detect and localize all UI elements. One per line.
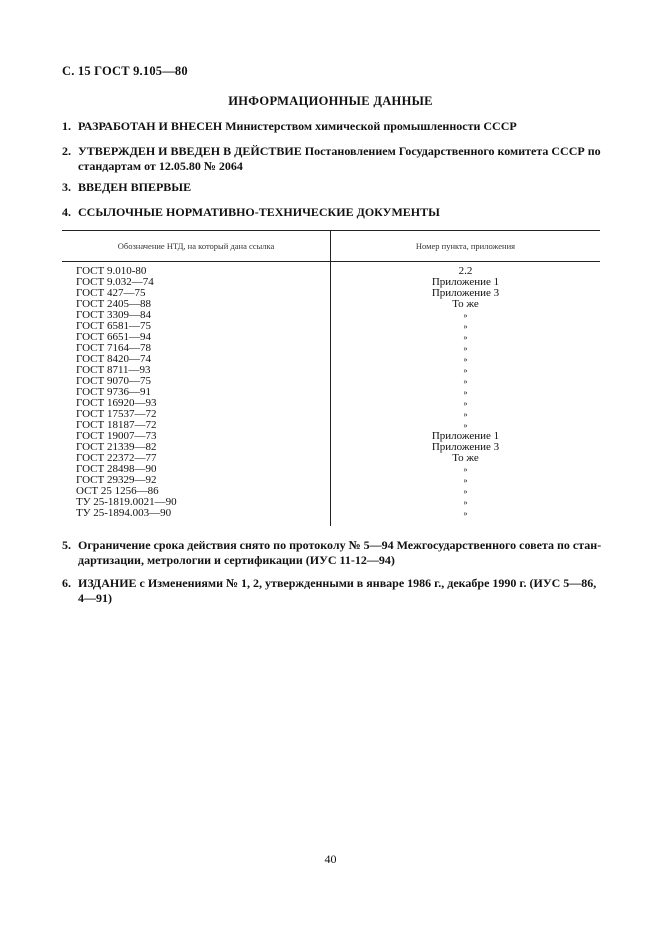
table-header-rule [62,261,600,262]
item-text-continued: дартизации, метрологии и сертификации (ИУС 11-12—94) [78,553,395,567]
table-cell-designation: ГОСТ 28498—90 [76,463,157,475]
item-number: 6. [62,576,71,590]
item-text: ССЫЛОЧНЫЕ НОРМАТИВНО-ТЕХНИЧЕСКИЕ ДОКУМЕНТЫ [78,205,440,219]
table-cell-designation: ГОСТ 6581—75 [76,320,151,332]
table-cell-designation: ГОСТ 8711—93 [76,364,151,376]
item-number: 2. [62,144,71,158]
table-cell-designation: ГОСТ 2405—88 [76,298,151,310]
item-number: 4. [62,205,71,219]
info-item-1 [62,119,602,134]
table-cell-designation: ГОСТ 6651—94 [76,331,151,343]
table-cell-clause: Приложение 1 [431,430,500,442]
table-cell-designation: ГОСТ 21339—82 [76,441,157,453]
item-text: Ограничение срока действия снято по протоколу № 5—94 Межгосударственного совета по стан- [78,538,602,552]
table-cell-clause: Приложение 3 [431,287,500,299]
info-item-5 [62,538,602,568]
table-cell-designation: ГОСТ 16920—93 [76,397,157,409]
table-cell-clause: » [463,421,468,430]
table-cell-clause: » [463,410,468,419]
table-cell-clause: » [463,509,468,518]
table-cell-designation: ГОСТ 18187—72 [76,419,157,431]
table-cell-clause: » [463,311,468,320]
table-cell-clause: Приложение 1 [431,276,500,288]
table-cell-clause: » [463,377,468,386]
table-cell-clause: » [463,355,468,364]
table-cell-designation: ГОСТ 9070—75 [76,375,151,387]
item-text-continued: стандартам от 12.05.80 № 2064 [78,159,243,173]
table-cell-clause: То же [452,452,479,464]
page-header: С. 15 ГОСТ 9.105—80 [62,64,188,78]
table-header-clause: Номер пункта, приложения [415,241,516,251]
table-cell-clause: » [463,498,468,507]
info-item-3 [62,180,602,195]
page-number: 40 [324,852,337,866]
table-cell-designation: ГОСТ 427—75 [76,287,146,299]
table-cell-clause: » [463,487,468,496]
reference-documents-table [62,230,600,526]
item-text-continued: 4—91) [78,591,112,605]
item-text: РАЗРАБОТАН И ВНЕСЕН Министерством химической промышленности СССР [78,119,517,133]
table-cell-designation: ГОСТ 8420—74 [76,353,151,365]
table-cell-clause: » [463,333,468,342]
table-cell-designation: ГОСТ 9.032—74 [76,276,154,288]
item-text: УТВЕРЖДЕН И ВВЕДЕН В ДЕЙСТВИЕ Постановлением Государственного комитета СССР по [78,144,601,158]
clause-column [331,266,600,519]
table-cell-clause: То же [452,298,479,310]
table-cell-designation: ОСТ 25 1256—86 [76,485,159,497]
table-cell-clause: » [463,399,468,408]
table-cell-clause: » [463,476,468,485]
table-header-designation: Обозначение НТД, на который дана ссылка [117,241,275,251]
info-item-2 [62,144,602,174]
table-cell-clause: » [463,465,468,474]
table-top-rule [62,230,600,231]
table-cell-designation: ТУ 25-1894.003—90 [76,507,172,519]
table-cell-designation: ГОСТ 29329—92 [76,474,157,486]
table-cell-designation: ГОСТ 9.010-80 [76,265,147,277]
table-cell-clause: » [463,344,468,353]
info-item-6 [62,576,602,606]
table-cell-designation: ГОСТ 3309—84 [76,309,151,321]
table-cell-clause: » [463,388,468,397]
table-cell-designation: ГОСТ 19007—73 [76,430,157,442]
table-cell-clause: 2.2 [458,265,473,277]
table-cell-clause: » [463,322,468,331]
table-cell-designation: ГОСТ 22372—77 [76,452,157,464]
table-cell-clause: Приложение 3 [431,441,500,453]
table-cell-designation: ГОСТ 9736—91 [76,386,151,398]
section-title: ИНФОРМАЦИОННЫЕ ДАННЫЕ [228,94,433,108]
table-cell-designation: ТУ 25-1819.0021—90 [76,496,177,508]
item-text: ВВЕДЕН ВПЕРВЫЕ [78,180,192,194]
info-item-4 [62,205,602,220]
item-text: ИЗДАНИЕ с Изменениями № 1, 2, утвержденными в январе 1986 г., декабре 1990 г. (ИУС 5—86, [78,576,597,590]
designation-column [76,266,326,519]
table-cell-designation: ГОСТ 7164—78 [76,342,151,354]
item-number: 5. [62,538,71,552]
item-number: 1. [62,119,71,133]
item-number: 3. [62,180,71,194]
table-cell-designation: ГОСТ 17537—72 [76,408,157,420]
table-cell-clause: » [463,366,468,375]
